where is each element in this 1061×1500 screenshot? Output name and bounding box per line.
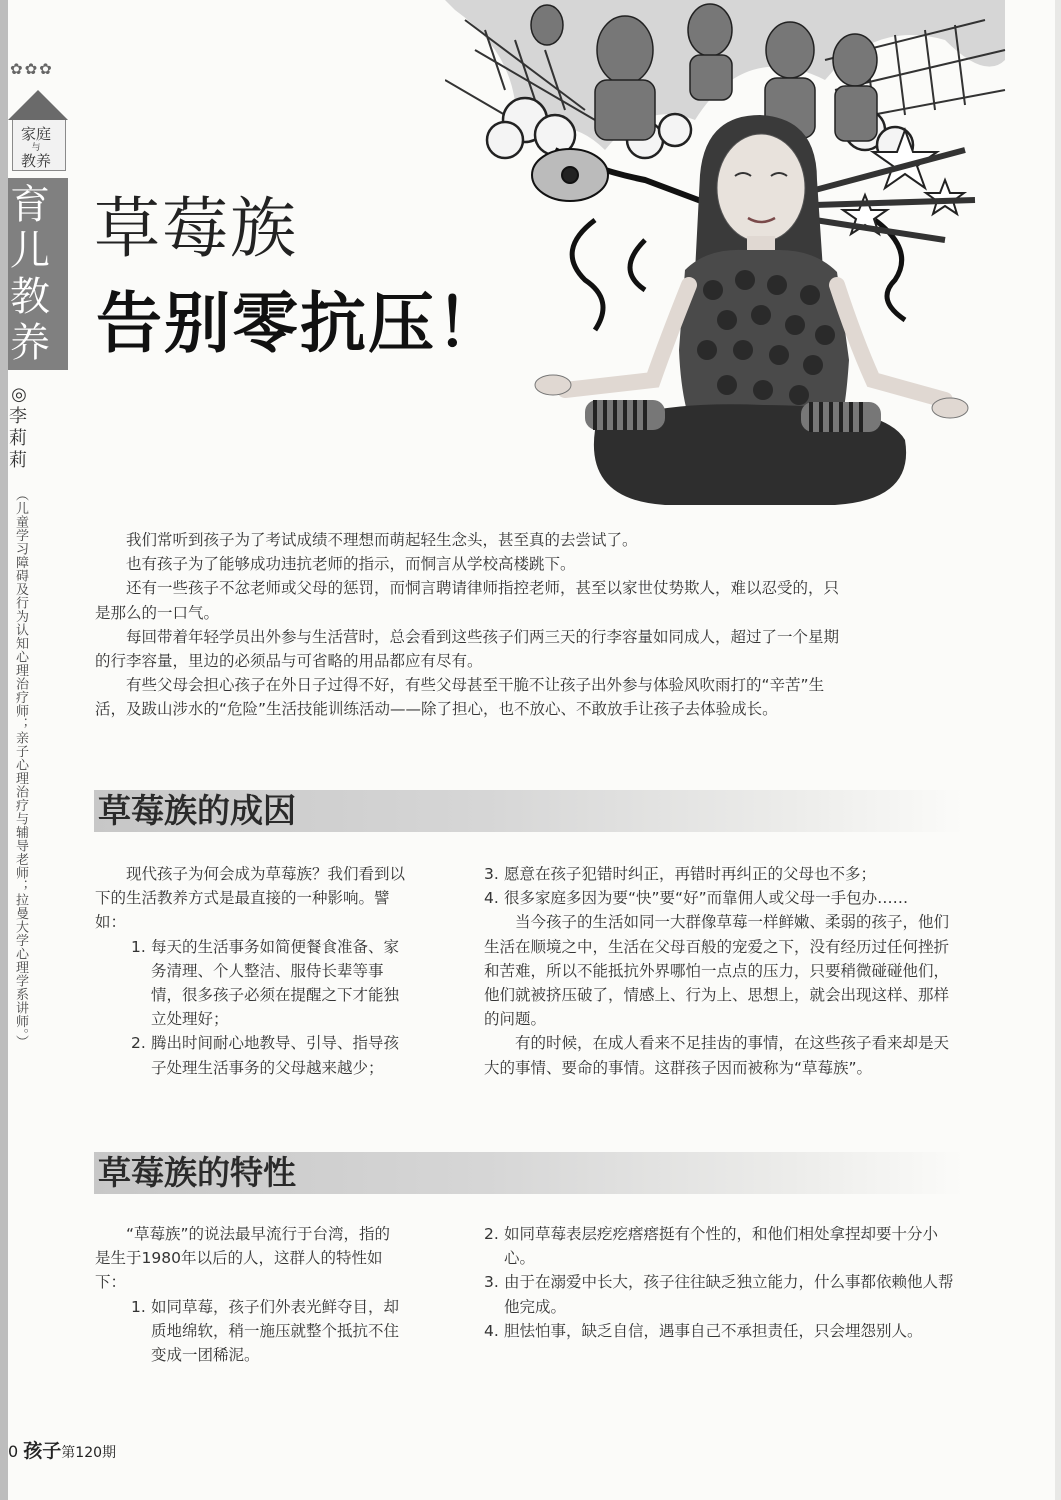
section-tag-bottom: 教养 [20,152,51,170]
author-name: 李莉莉 [9,406,27,471]
section1-paragraph: 有的时候，在成人看来不足挂齿的事情，在这些孩子看来却是天大的事情、要命的事情。这群孩子因而被称为“草莓族”。 [484,1034,950,1077]
issue-number: 第120期 [61,1445,117,1461]
meditating-girl-illustration [445,0,1015,510]
list-item [484,1319,960,1343]
section1-list-right [484,862,960,910]
list-item-number: 2. [484,1225,499,1243]
intro-paragraph: 也有孩子为了能够成功违抗老师的指示，而恫言从学校高楼跳下。 [126,555,576,574]
section-heading-text: 草莓族的特性 [98,1153,296,1192]
list-item-number: 1. [131,1297,146,1316]
list-item-number: 4. [484,1321,499,1340]
list-item [95,1295,405,1368]
section2-lead: “草莓族”的说法最早流行于台湾，指的是生于1980年以后的人，这群人的特性如下： [95,1225,391,1292]
list-item [484,1270,960,1318]
list-item [95,935,405,1032]
list-item-number: 2. [131,1034,146,1053]
list-item [484,862,960,886]
section1-right-column [484,862,960,1080]
intro-paragraph: 有些父母会担心孩子在外日子过得不好，有些父母甚至干脆不让孩子出外参与体验风吹雨打的“辛苦”生活，及跋山涉水的“危险”生活技能训练活动——除了担心，也不放心、不敢放手让孩子去体验成长。 [95,676,825,719]
list-item-text: 每天的生活事务如简便餐食准备、家务清理、个人整洁、服侍长辈等事情，很多孩子必须在提醒之下才能独立处理好； [151,937,400,1029]
section1-paragraph: 当今孩子的生活如同一大群像草莓一样鲜嫩、柔弱的孩子，他们生活在顺境之中，生活在父母百般的宠爱之下，没有经历过任何挫折和苦难，所以不能抵抗外界哪怕一点点的压力，只要稍微碰碰他们，他们就被挤压破了，情感上、行为上、思想上，就会出现这样、那样的问题。 [484,913,950,1029]
list-item-number: 1. [131,937,146,956]
category-line2: 教养 [10,274,50,366]
section1-left-column [95,862,405,1080]
category-label [8,178,68,370]
section-tag-mid: 与 [31,143,41,153]
section1-lead: 现代孩子为何会成为草莓族？我们看到以下的生活教养方式是最直接的一种影响。譬如： [95,865,406,932]
list-item-text: 腾出时间耐心地教导、引导、指导孩子处理生活事务的父母越来越少； [151,1034,400,1077]
author-prefix: ◎ [11,384,27,405]
intro-paragraph: 还有一些孩子不忿老师或父母的惩罚，而恫言聘请律师指控老师，甚至以家世仗势欺人，难以忍受的，只是那么的一口气。 [95,579,840,622]
list-item-text: 很多家庭多因为要“快”要“好”而靠佣人或父母一手包办…… [504,889,909,908]
list-item-text: 胆怯怕事，缺乏自信，遇事自己不承担责任，只会埋怨别人。 [504,1321,923,1340]
category-line1: 育儿 [10,182,50,274]
section2-left-column [95,1222,405,1367]
author-byline [8,384,30,472]
section-tag [8,126,64,170]
list-item-number: 3. [484,865,499,883]
article-title-line2: 告别零抗压！ [96,285,504,362]
section2-right-column [484,1222,960,1343]
list-item-text: 如同草莓，孩子们外表光鲜夺目，却质地绵软，稍一施压就整个抵抗不住变成一团稀泥。 [151,1297,400,1365]
author-description: （儿童学习障碍及行为认知心理治疗师；亲子心理治疗与辅导老师；拉曼大学心理学系讲师。） [13,488,28,1049]
left-edge-strip [0,0,8,1500]
list-item [484,886,960,910]
section-heading-causes [94,790,964,832]
section2-list-left [95,1295,405,1368]
list-item [484,1222,960,1270]
list-item-number: 4. [484,889,499,908]
intro-text [95,528,840,722]
section2-list-right [484,1222,960,1343]
section-heading-traits [94,1152,964,1194]
list-item-text: 如同草莓表层疙疙瘩瘩挺有个性的，和他们相处拿捏却要十分小心。 [504,1225,939,1268]
right-edge-shadow [1055,0,1061,1500]
list-item-number: 3. [484,1273,499,1292]
list-item [95,1031,405,1079]
list-item-text: 愿意在孩子犯错时纠正，再错时再纠正的父母也不多； [504,865,877,883]
section-tag-top: 家庭 [20,125,51,143]
intro-paragraph: 我们常听到孩子为了考试成绩不理想而萌起轻生念头，甚至真的去尝试了。 [126,531,638,549]
section-heading-text: 草莓族的成因 [98,791,296,830]
page-footer [8,1436,116,1463]
article-title-line1: 草莓族 [94,190,298,267]
list-item-text: 由于在溺爱中长大，孩子往往缺乏独立能力，什么事都依赖他人帮他完成。 [504,1273,954,1316]
intro-paragraph: 每回带着年轻学员出外参与生活营时，总会看到这些孩子们两三天的行李容量如同成人，超过了一个星期的行李容量，里边的必须品与可省略的用品都应有尽有。 [95,627,840,671]
page-number: 0 [8,1442,19,1461]
magazine-name: 孩子 [23,1440,62,1462]
flower-icon: ✿✿✿ [10,60,54,78]
section1-list-left [95,935,405,1080]
